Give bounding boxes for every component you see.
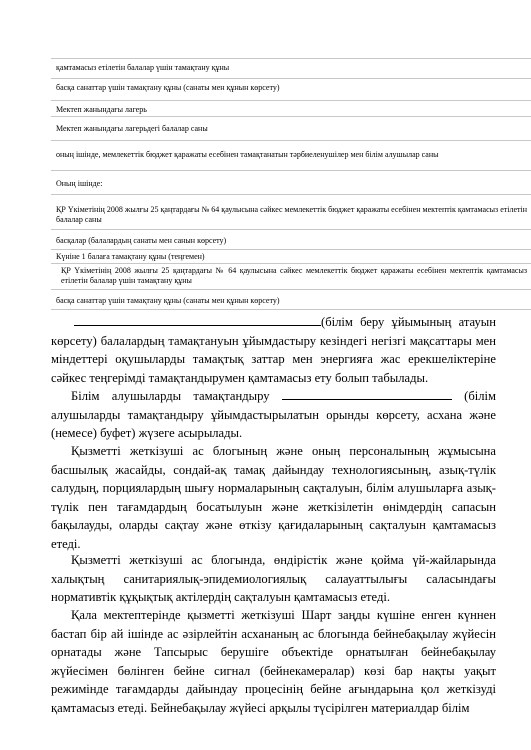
- paragraph-3: Қызметті жеткізуші ас блогының және оның персоналының жұмысына басшылық жасайды, сондай-ақ тамақ дайындау технологиясының, азық-түлік салудың, порциялардың шығу нормаларының сақталуын, білім алушыларға азық-түлік пен тағамдардың босатылуын және жеткізілетін өнімдердің сапасын бақылауды, оларды сақтау және өткізу қағидаларының сақталуын қамтамасыз етеді.: [51, 444, 496, 551]
- paragraph-2: [51, 387, 496, 443]
- paragraph-1-text: (білім беру ұйымының атауын көрсету) балалардың тамақтануын ұйымдастыру кезіндегі негізгі мақсаттары мен міндеттері оқушыларды тамақтық заттар мен энергияға жас ерекшеліктеріне сәйкес теңгерімді тамақтандырумен қамтамасыз ету болып табылады.: [51, 315, 496, 385]
- paragraph-2-text: (білім алушыларды тамақтандыру ұйымдастырылатын орынды көрсету, асхана және (немесе) буфет) жүзеге асырылады.: [51, 389, 497, 440]
- table-row: Күніне 1 балаға тамақтану құны (теңгемен): [51, 250, 531, 264]
- table-row: Оның ішінде:: [51, 171, 531, 195]
- table-row: Мектеп жанындағы лагерь: [51, 101, 531, 117]
- table-row: ҚР Үкіметінің 2008 жылғы 25 қаңтардағы № 64 қаулысына сәйкес мемлекеттік бюджет қаражаты есебінен мектептік қамтамасыз етілетін балалар саны: [51, 195, 531, 230]
- table-row: ҚР Үкіметінің 2008 жылғы 25 қаңтардағы № 64 қаулысына сәйкес мемлекеттік бюджет қаражаты есебінен мектептік қамтамасыз етілетін балалар үшін тамақтану құны: [51, 264, 531, 290]
- table-row: қамтамасыз етілетін балалар үшін тамақтану құны: [51, 59, 531, 79]
- blank-line: [282, 388, 452, 400]
- table-row: оның ішінде, мемлекеттік бюджет қаражаты есебінен тамақтанатын тәрбиеленушілер мен білім алушылар саны: [51, 141, 531, 171]
- paragraph-2-head: Білім алушыларды тамақтандыру: [71, 389, 270, 403]
- paragraph-4: Қызметті жеткізуші ас блогында, өндірістік және қойма үй-жайларында халықтың санитариялық-эпидемиологиялық салауаттылығы саласындағы нормативтік құқықтық актілердің сақталуын қамтамасыз етеді.: [51, 553, 496, 604]
- table-row: басқа санаттар үшін тамақтану құны (санаты мен құнын көрсету): [51, 79, 531, 101]
- data-table: [51, 58, 531, 310]
- table-row: Мектеп жанындағы лагерьдегі балалар саны: [51, 117, 531, 141]
- table-row: басқалар (балалардың санаты мен санын көрсету): [51, 230, 531, 250]
- table-row: басқа санаттар үшін тамақтану құны (санаты мен құнын көрсету): [51, 290, 531, 310]
- blank-line: [74, 314, 321, 326]
- paragraph-5: Қала мектептерінде қызметті жеткізуші Шарт заңды күшіне енген күннен бастап бір ай ішінде ас әзірлейтін асхананың ас блогында бейнебақылау жүйесін орнатады және Тапсырыс берушіге объектіде орнатылған бейнебақылау жүйесімен бөлінген бейне сигнал (бейнекамералар) көзі бар нақты уақыт режимінде тағамдарды дайындау процесінің бейне ағындарына қол жеткізуді қамтамасыз етеді. Бейнебақылау жүйесі арқылы түсірілген материалдар білім: [51, 608, 496, 715]
- paragraph-1: [51, 313, 496, 387]
